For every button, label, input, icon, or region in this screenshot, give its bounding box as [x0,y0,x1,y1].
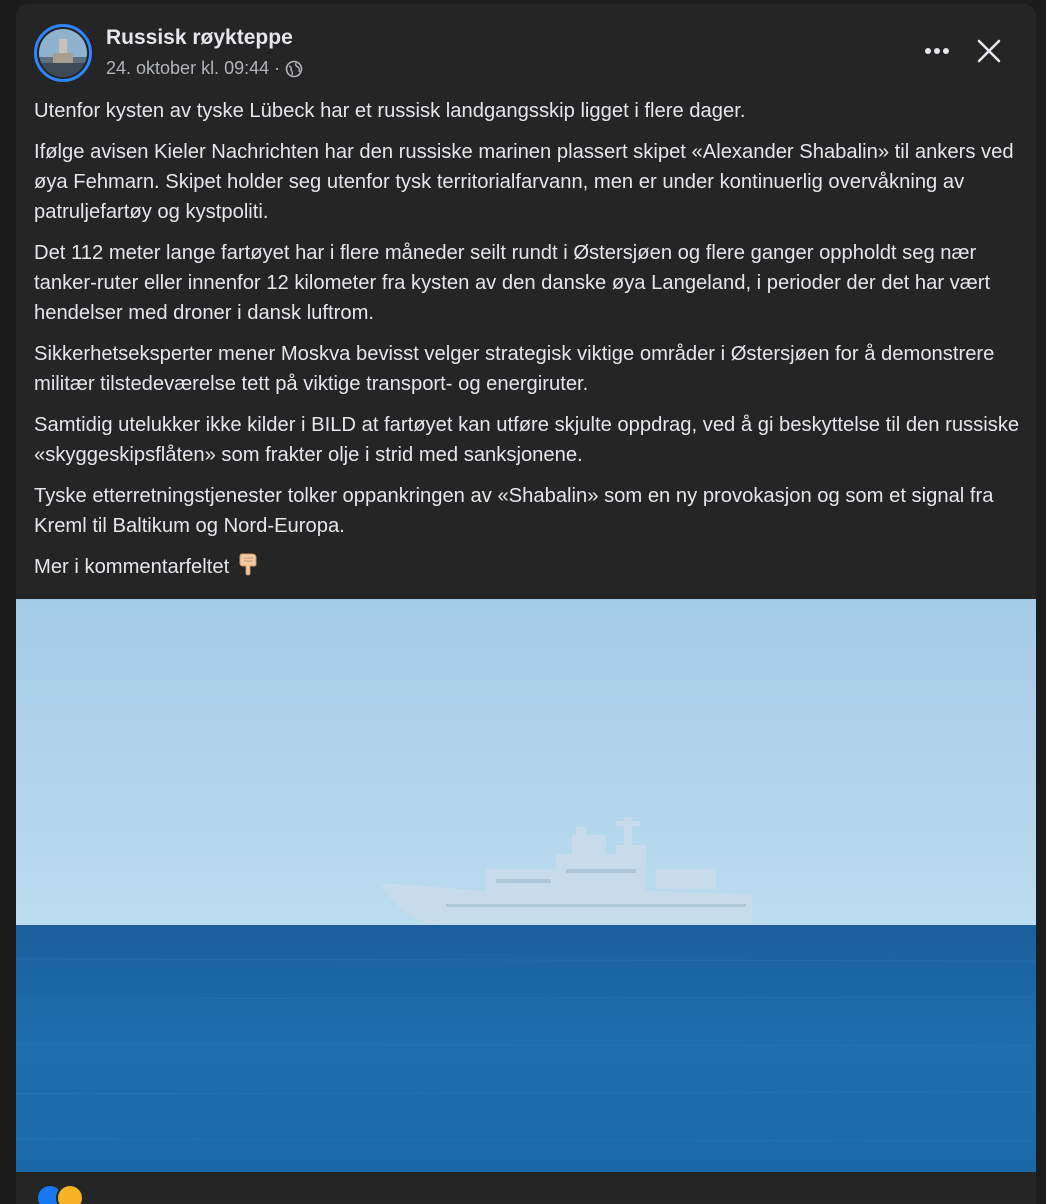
more-options-button[interactable] [916,30,958,72]
post-meta [106,58,303,79]
post-paragraph: Tyske etterretningstjenester tolker oppankringen av «Shabalin» som en ny provokasjon og som et signal fra Kreml til Baltikum og Nord-Europa. [34,485,994,537]
post-paragraph: Ifølge avisen Kieler Nachrichten har den russiske marinen plassert skipet «Alexander Shabalin» til ankers ved øya Fehmarn. Skipet holder seg utenfor tysk territorialfarvann, men er under kontinuerlig overvåkning av patruljefartøy og kystpoliti. [34,141,1014,223]
haha-reaction-icon [56,1184,84,1204]
post-paragraph: Det 112 meter lange fartøyet har i flere måneder seilt rundt i Østersjøen og flere ganger oppholdt seg nær tanker-ruter eller innenfor 12 kilometer fra kysten av den danske øya Langeland, i perioder der det har vært hendelser med droner i dansk luftrom. [34,242,991,324]
post-paragraph: Utenfor kysten av tyske Lübeck har et russisk landgangsskip ligget i flere dager. [34,100,746,122]
avatar-image [39,29,87,77]
author-name[interactable]: Russisk røykteppe [106,26,293,49]
close-icon [977,39,1001,63]
post-photo[interactable] [16,599,1036,1172]
globe-icon [285,60,303,78]
post-text [34,96,1024,596]
post-card [16,4,1036,1204]
reactions-summary[interactable] [36,1184,84,1204]
post-paragraph: Sikkerhetseksperter mener Moskva bevisst velger strategisk viktige områder i Østersjøen for å demonstrere militær tilstedeværelse tett på viktige transport- og energiruter. [34,343,995,395]
avatar[interactable] [34,24,92,82]
meta-separator: · [274,58,281,78]
pointing-down-hand-icon [238,552,260,585]
more-horizontal-icon [924,47,950,55]
close-button[interactable] [968,30,1010,72]
post-paragraph: Samtidig utelukker ikke kilder i BILD at fartøyet kan utføre skjulte oppdrag, ved å gi beskyttelse til den russiske «skyggeskipsflåten» som frakter olje i strid med sanksjonene. [34,414,1020,466]
post-header [16,4,1036,90]
post-last-line-text: Mer i kommentarfeltet [34,556,230,578]
post-last-line [34,552,1024,585]
post-timestamp[interactable]: 24. oktober kl. 09:44 [106,58,270,78]
